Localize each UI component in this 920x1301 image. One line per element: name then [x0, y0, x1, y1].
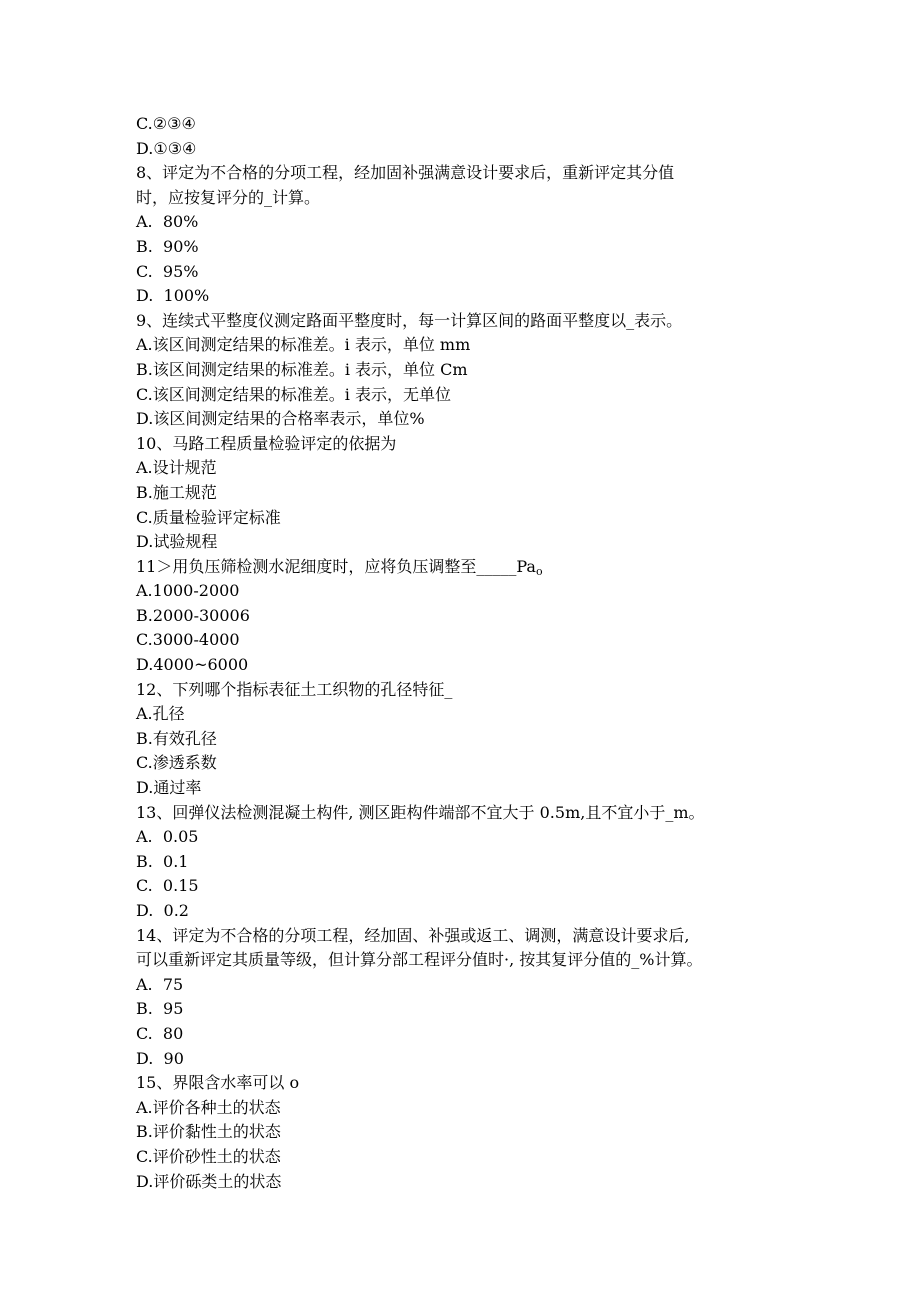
- option-d-q12: D.通过率: [136, 778, 202, 798]
- option-b-q11: B.2000-30006: [136, 605, 250, 625]
- option-b-q15: B.评价黏性土的状态: [136, 1122, 281, 1142]
- option-b-q13: B. 0.1: [136, 851, 189, 871]
- option-c-q7: C.②③④: [136, 114, 196, 133]
- question-10: 10、马路工程质量检验评定的依据为: [136, 433, 397, 453]
- question-8-line-2: 时，应按复评分的_计算。: [136, 187, 321, 207]
- option-d-q7: D.①③④: [136, 138, 197, 158]
- option-b-q14: B. 95: [136, 999, 184, 1019]
- option-c-q10: C.质量检验评定标准: [136, 507, 281, 527]
- option-d-q13: D. 0.2: [136, 901, 189, 920]
- option-c-q12: C.渗透系数: [136, 753, 217, 773]
- option-c-q11: C.3000-4000: [136, 630, 240, 650]
- option-a-q13: A. 0.05: [136, 827, 199, 847]
- option-b-q10: B.施工规范: [136, 482, 217, 502]
- option-a-q11: A.1000-2000: [136, 581, 240, 601]
- question-12: 12、下列哪个指标表征土工织物的孔径特征_: [136, 679, 453, 699]
- question-11-subscript: o: [535, 564, 543, 578]
- option-a-q10: A.设计规范: [136, 458, 217, 478]
- question-15: 15、界限含水率可以 o: [136, 1073, 300, 1093]
- question-11-text: 11＞用负压筛检测水泥细度时，应将负压调整至_____Pa: [136, 556, 536, 576]
- question-9: 9、连续式平整度仪测定路面平整度时，每一计算区间的路面平整度以_表示。: [136, 310, 683, 330]
- option-d-q10: D.试验规程: [136, 532, 218, 552]
- option-a-q9: A.该区间测定结果的标准差。i 表示，单位 mm: [136, 335, 471, 355]
- option-b-q9: B.该区间测定结果的标准差。i 表示，单位 Cm: [136, 359, 468, 379]
- option-c-q9: C.该区间测定结果的标准差。i 表示，无单位: [136, 384, 451, 404]
- option-d-q9: D.该区间测定结果的合格率表示，单位%: [136, 409, 425, 429]
- question-11: [136, 555, 796, 580]
- option-d-q8: D. 100%: [136, 286, 210, 306]
- question-8-line-1: 8、评定为不合格的分项工程，经加固补强满意设计要求后，重新评定其分值: [136, 163, 675, 183]
- option-a-q12: A.孔径: [136, 704, 185, 724]
- option-a-q15: A.评价各种土的状态: [136, 1097, 281, 1117]
- option-d-q14: D. 90: [136, 1048, 184, 1068]
- question-14-line-1: 14、评定为不合格的分项工程，经加固、补强或返工、调测，满意设计要求后,: [136, 925, 690, 945]
- option-a-q8: A. 80%: [136, 212, 199, 232]
- question-13: 13、回弹仪法检测混凝土构件, 测区距构件端部不宜大于 0.5m,且不宜小于_m。: [136, 802, 705, 822]
- option-c-q15: C.评价砂性土的状态: [136, 1146, 281, 1166]
- question-14-line-2: 可以重新评定其质量等级，但计算分部工程评分值时·, 按其复评分值的_%计算。: [136, 950, 703, 970]
- option-d-q15: D.评价砾类土的状态: [136, 1171, 282, 1191]
- option-c-q14: C. 80: [136, 1023, 184, 1043]
- option-b-q8: B. 90%: [136, 236, 199, 256]
- option-a-q14: A. 75: [136, 974, 184, 994]
- option-c-q8: C. 95%: [136, 261, 199, 281]
- option-c-q13: C. 0.15: [136, 876, 199, 896]
- option-d-q11: D.4000~6000: [136, 655, 249, 675]
- document-page: [136, 112, 796, 1194]
- option-b-q12: B.有效孔径: [136, 728, 217, 748]
